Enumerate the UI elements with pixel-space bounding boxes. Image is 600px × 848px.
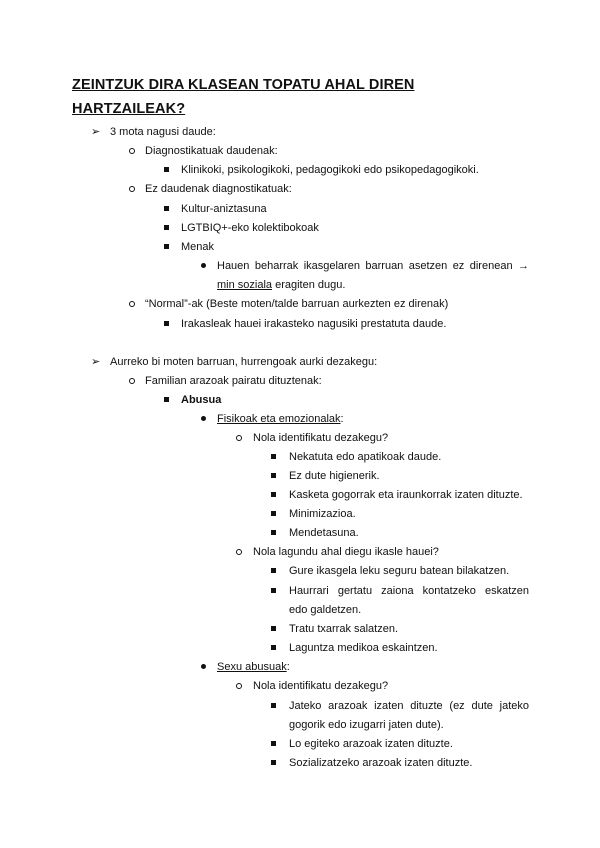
normal-item: Irakasleak hauei irakasteko nagusiki prestatuta daude.	[181, 318, 447, 330]
identify-item: Nekatuta edo apatikoak daude.	[289, 451, 442, 463]
identify-item: Mendetasuna.	[289, 527, 359, 539]
filled-bullet-icon	[201, 263, 206, 268]
section1-head: 3 mota nagusi daude:	[110, 126, 216, 138]
help-item: Tratu txarrak salatzen.	[289, 623, 399, 635]
square-bullet-icon	[271, 703, 276, 708]
filled-bullet-icon	[201, 416, 206, 421]
help-item: Gure ikasgela leku seguru batean bilakatzen.	[289, 565, 510, 577]
min-soziala-link: min soziala	[217, 279, 273, 291]
abusua-label: Abusua	[181, 394, 222, 406]
document-title-line-1: ZEINTZUK DIRA KLASEAN TOPATU AHAL DIREN	[72, 77, 415, 93]
diagnosed-item: Klinikoki, psikologikoki, pedagogikoki edo psikopedagogikoki.	[181, 164, 479, 176]
hollow-bullet-icon	[129, 301, 135, 307]
hollow-bullet-icon	[129, 186, 135, 192]
square-bullet-icon	[164, 206, 169, 211]
menak-note-line-2	[217, 278, 345, 292]
family-head: Familian arazoak pairatu dituztenak:	[145, 375, 322, 387]
not-diagnosed-item: LGTBIQ+-eko kolektibokoak	[181, 222, 319, 234]
square-bullet-icon	[271, 530, 276, 535]
square-bullet-icon	[271, 626, 276, 631]
menak-note-line-1: Hauen beharrak ikasgelaren barruan asetzen ez direnean →	[217, 260, 529, 272]
square-bullet-icon	[271, 588, 276, 593]
physical-emotional-colon: :	[340, 413, 344, 425]
sexual-identify-head: Nola identifikatu dezakegu?	[253, 680, 389, 692]
normal-head: “Normal”-ak (Beste moten/talde barruan aurkezten ez direnak)	[145, 298, 449, 310]
square-bullet-icon	[271, 492, 276, 497]
square-bullet-icon	[271, 741, 276, 746]
arrow-bullet-icon: ➢	[91, 356, 101, 368]
identify-item: Ez dute higienerik.	[289, 470, 380, 482]
square-bullet-icon	[164, 321, 169, 326]
physical-emotional-heading	[217, 412, 344, 426]
square-bullet-icon	[164, 397, 169, 402]
square-bullet-icon	[164, 225, 169, 230]
square-bullet-icon	[271, 760, 276, 765]
sexual-abuse-heading	[217, 660, 290, 674]
not-diagnosed-item: Kultur-aniztasuna	[181, 203, 267, 215]
physical-emotional-label: Fisikoak eta emozionalak	[217, 413, 341, 425]
hollow-bullet-icon	[236, 683, 242, 689]
hollow-bullet-icon	[129, 148, 135, 154]
filled-bullet-icon	[201, 664, 206, 669]
square-bullet-icon	[271, 511, 276, 516]
sexual-item: Sozializatzeko arazoak izaten dituzte.	[289, 757, 473, 769]
sexual-item: Jateko arazoak izaten dituzte (ez dute jateko	[289, 700, 529, 712]
sexual-item-continued: gogorik edo izugarri jaten dute).	[289, 719, 444, 731]
help-head: Nola lagundu ahal diegu ikasle hauei?	[253, 546, 439, 558]
not-diagnosed-item: Menak	[181, 241, 215, 253]
identify-head: Nola identifikatu dezakegu?	[253, 432, 389, 444]
identify-item: Minimizazioa.	[289, 508, 356, 520]
identify-item: Kasketa gogorrak eta iraunkorrak izaten dituzte.	[289, 489, 523, 501]
not-diagnosed-head: Ez daudenak diagnostikatuak:	[145, 183, 292, 195]
document-title-line-2: HARTZAILEAK?	[72, 101, 186, 117]
menak-note-rest: eragiten dugu.	[272, 279, 346, 291]
hollow-bullet-icon	[236, 435, 242, 441]
sexual-abuse-colon: :	[286, 661, 290, 673]
square-bullet-icon	[271, 568, 276, 573]
sexual-item: Lo egiteko arazoak izaten dituzte.	[289, 738, 453, 750]
square-bullet-icon	[271, 645, 276, 650]
section2-head: Aurreko bi moten barruan, hurrengoak aurki dezakegu:	[110, 356, 378, 368]
arrow-bullet-icon: ➢	[91, 126, 101, 138]
square-bullet-icon	[271, 454, 276, 459]
help-item: Haurrari gertatu zaiona kontatzeko eskatzen	[289, 585, 529, 597]
hollow-bullet-icon	[129, 378, 135, 384]
help-item-continued: edo galdetzen.	[289, 604, 362, 616]
sexual-abuse-label: Sexu abusuak	[217, 661, 287, 673]
square-bullet-icon	[164, 244, 169, 249]
square-bullet-icon	[271, 473, 276, 478]
hollow-bullet-icon	[236, 549, 242, 555]
help-item: Laguntza medikoa eskaintzen.	[289, 642, 438, 654]
diagnosed-head: Diagnostikatuak daudenak:	[145, 145, 278, 157]
square-bullet-icon	[164, 167, 169, 172]
